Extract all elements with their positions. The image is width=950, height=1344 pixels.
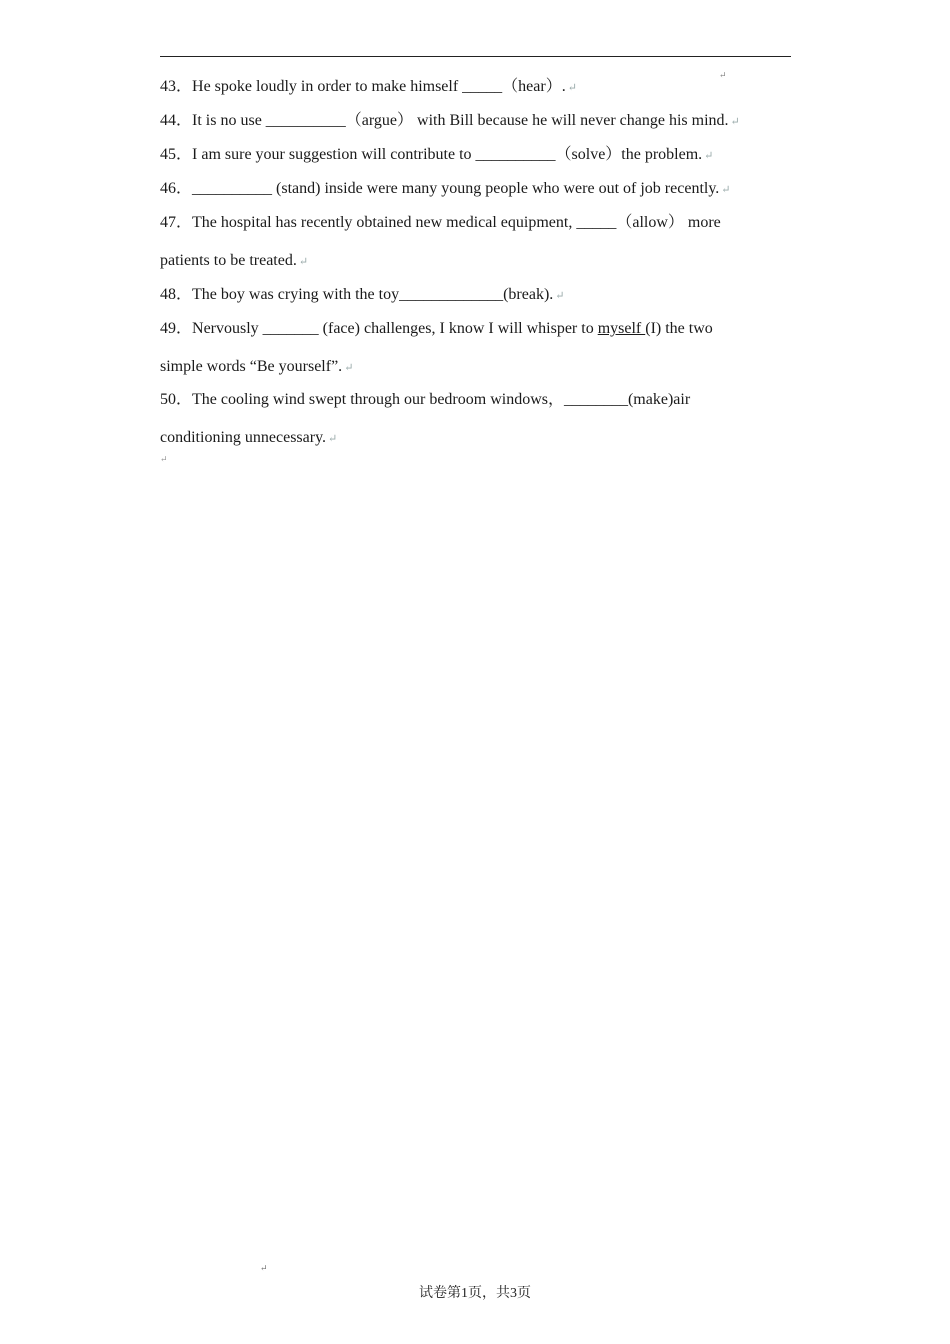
question-text: The cooling wind swept through our bedroom windows，________(make)air — [192, 391, 691, 408]
question-text: It is no use __________（argue） with Bill because he will never change his mind. — [192, 112, 729, 129]
paragraph-mark-icon: ↵ — [260, 1263, 268, 1273]
paragraph-mark-icon: ↵ — [567, 82, 577, 94]
question-50 — [160, 390, 690, 410]
question-text-continued: simple words “Be yourself”. — [160, 358, 343, 375]
question-text: The boy was crying with the toy_____________(break). — [192, 286, 554, 303]
paragraph-mark-icon: ↵ — [328, 433, 338, 445]
question-number: 43． — [160, 78, 193, 95]
question-number: 47． — [160, 214, 193, 231]
paragraph-mark-icon: ↵ — [721, 184, 731, 196]
question-number: 50． — [160, 391, 193, 408]
question-text-post: (I) the two — [645, 320, 713, 337]
question-43 — [160, 77, 577, 98]
question-49-continued — [160, 357, 353, 378]
question-text-continued: conditioning unnecessary. — [160, 429, 327, 446]
question-48 — [160, 285, 565, 306]
paragraph-mark-icon: ↵ — [160, 454, 168, 464]
question-number: 44． — [160, 112, 193, 129]
question-44 — [160, 111, 740, 132]
question-number: 48． — [160, 286, 193, 303]
question-text: He spoke loudly in order to make himself _____（hear）. — [192, 78, 566, 95]
paragraph-mark-icon: ↵ — [730, 116, 740, 128]
question-47-continued — [160, 251, 308, 272]
header-rule — [160, 56, 791, 57]
question-text: __________ (stand) inside were many young people who were out of job recently. — [192, 180, 720, 197]
question-47 — [160, 213, 721, 233]
question-49 — [160, 319, 713, 339]
question-text: I am sure your suggestion will contribute to __________（solve）the problem. — [192, 146, 703, 163]
paragraph-mark-icon: ↵ — [298, 256, 309, 268]
paragraph-mark-icon: ↵ — [344, 362, 354, 374]
page-footer: 试卷第1页，共3页 — [419, 1286, 531, 1301]
paragraph-mark-icon: ↵ — [555, 290, 565, 302]
question-number: 49． — [160, 320, 193, 337]
question-text-continued: patients to be treated. — [160, 252, 297, 269]
question-50-continued — [160, 428, 337, 449]
question-text-pre: Nervously _______ (face) challenges, I know I will whisper to — [192, 320, 598, 337]
paragraph-mark-icon: ↵ — [704, 150, 714, 162]
paragraph-mark-icon: ↵ — [719, 70, 727, 80]
filled-answer: myself — [597, 320, 646, 337]
question-text: The hospital has recently obtained new medical equipment, _____（allow） more — [192, 214, 721, 231]
question-46 — [160, 179, 731, 200]
question-number: 45． — [160, 146, 193, 163]
question-45 — [160, 145, 713, 166]
question-number: 46． — [160, 180, 193, 197]
